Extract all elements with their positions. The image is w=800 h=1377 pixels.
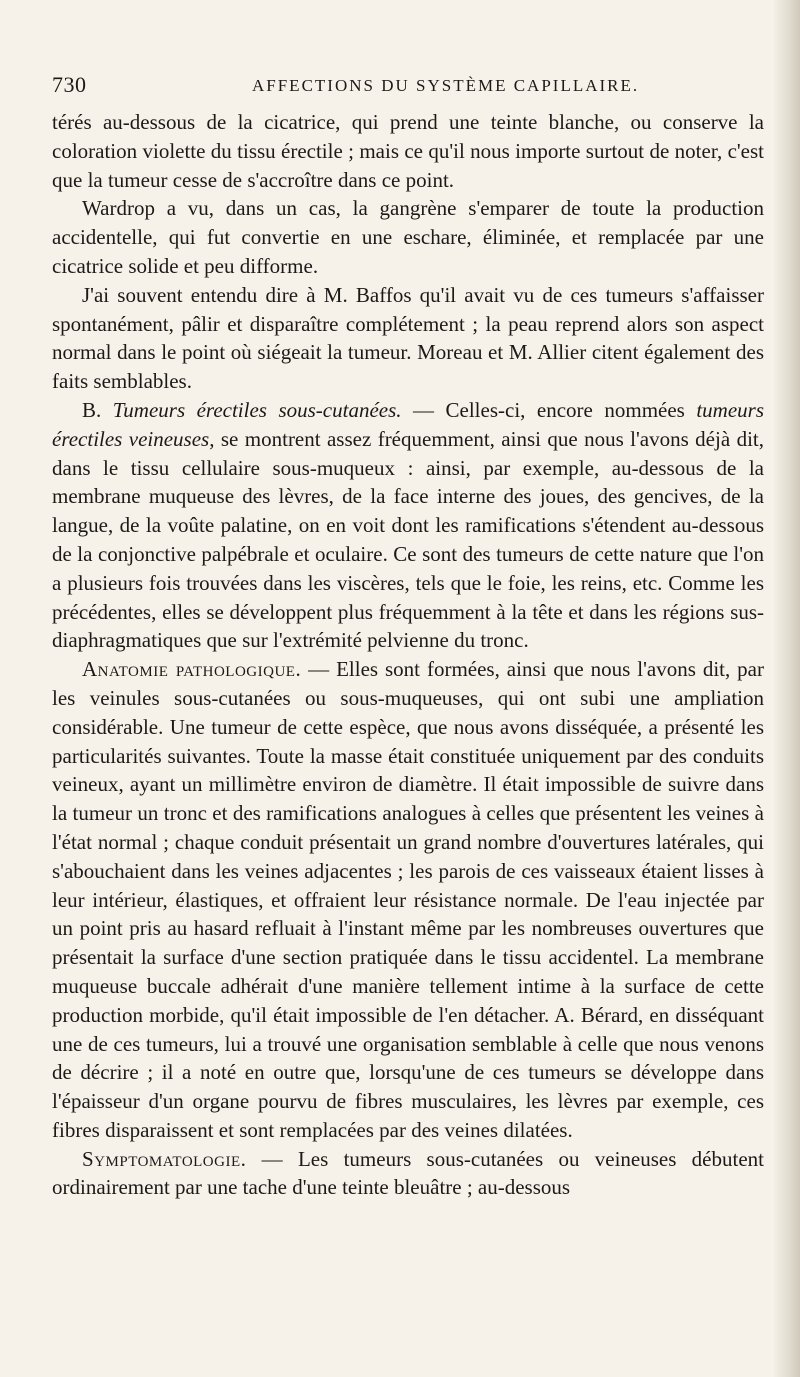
- section-title: Tumeurs érectiles sous-cutanées.: [112, 397, 402, 422]
- paragraph-6-text: — Les tumeurs sous-cutanées ou veineuses débutent ordinairement par une tache d'une teinte bleuâtre ; au-dessous: [52, 1146, 764, 1200]
- page-edge-shadow: [774, 0, 800, 1377]
- paragraph-1: térés au-dessous de la cicatrice, qui prend une teinte blanche, ou conserve la coloration violette du tissu érectile ; mais ce qu'il nous importe surtout de noter, c'est que la tumeur cesse de s'accroître dans ce point.: [52, 110, 764, 192]
- book-page: [52, 72, 764, 1202]
- paragraph-5: [52, 655, 764, 1145]
- paragraph-6: [52, 1145, 764, 1203]
- paragraph-5-text: — Elles sont formées, ainsi que nous l'avons dit, par les veinules sous-cutanées ou sous-muqueuses, qui ont subi une ampliation considérable. Une tumeur de cette espèce, que nous avons disséquée, a présenté les particularités suivantes. Toute la masse était constituée uniquement par des conduits veineux, ayant un millimètre environ de diamètre. Il était impossible de suivre dans la tumeur un tronc et des ramifications analogues à celles que présentent les veines à l'état normal ; chaque conduit présentait un grand nombre d'ouvertures latérales, qui s'abouchaient dans les veines adjacentes ; les parois de ces vaisseaux étaient lisses à leur intérieur, élastiques, et offraient leur résistance normale. De l'eau injectée par un point pris au hasard refluait à l'instant même par les nombreuses ouvertures que présentait la surface d'une section pratiquée dans le tissu accidentel. La membrane muqueuse buccale adhérait d'une manière tellement intime à la surface de cette production morbide, qu'il était impossible de l'en détacher. A. Bérard, en disséquant une de ces tumeurs, lui a trouvé une organisation semblable à celle que nous venons de décrire ; il a noté en outre que, lorsqu'une de ces tumeurs se développe dans l'épaisseur d'un organe pourvu de fibres musculaires, les lèvres par exemple, ces fibres disparaissent et sont remplacées par des veines dilatées.: [52, 657, 764, 1142]
- paragraph-2: Wardrop a vu, dans un cas, la gangrène s'emparer de toute la production accidentelle, qui fut convertie en une eschare, éliminée, et remplacée par une cicatrice solide et peu difforme.: [52, 196, 764, 278]
- paragraph-4: [52, 396, 764, 655]
- heading-anatomie-pathologique: Anatomie pathologique.: [82, 657, 302, 682]
- page-header: [52, 72, 764, 102]
- heading-symptomatologie: Symptomatologie.: [82, 1146, 247, 1171]
- section-letter: B.: [82, 397, 102, 422]
- paragraph-4-italic: tumeurs érectiles veineuses,: [52, 397, 765, 451]
- paragraph-4-text-b: se montrent assez fréquemment, ainsi que nous l'avons déjà dit, dans le tissu cellulaire sous-muqueux : ainsi, par exemple, au-dessous de la membrane muqueuse des lèvres, de la face interne des joues, des gencives, de la langue, de la voûte palatine, on en voit dont les ramifications s'étendent au-dessous de la conjonctive palpébrale et oculaire. Ce sont des tumeurs de cette nature que l'on a plusieurs fois trouvées dans les viscères, tels que le foie, les reins, etc. Comme les précédentes, elles se développent plus fréquemment à la tête et dans les régions sus-diaphragmatiques que sur l'extrémité pelvienne du tronc.: [52, 426, 764, 653]
- page-number: 730: [52, 72, 87, 97]
- running-head: AFFECTIONS DU SYSTÈME CAPILLAIRE.: [252, 76, 640, 95]
- paragraph-3: J'ai souvent entendu dire à M. Baffos qu'il avait vu de ces tumeurs s'affaisser spontanément, pâlir et disparaître complétement ; la peau reprend alors son aspect normal dans le point où siégeait la tumeur. Moreau et M. Allier citent également des faits semblables.: [52, 282, 764, 394]
- paragraph-4-text-a: — Celles-ci, encore nommées: [401, 397, 697, 422]
- body-text: [52, 108, 764, 1202]
